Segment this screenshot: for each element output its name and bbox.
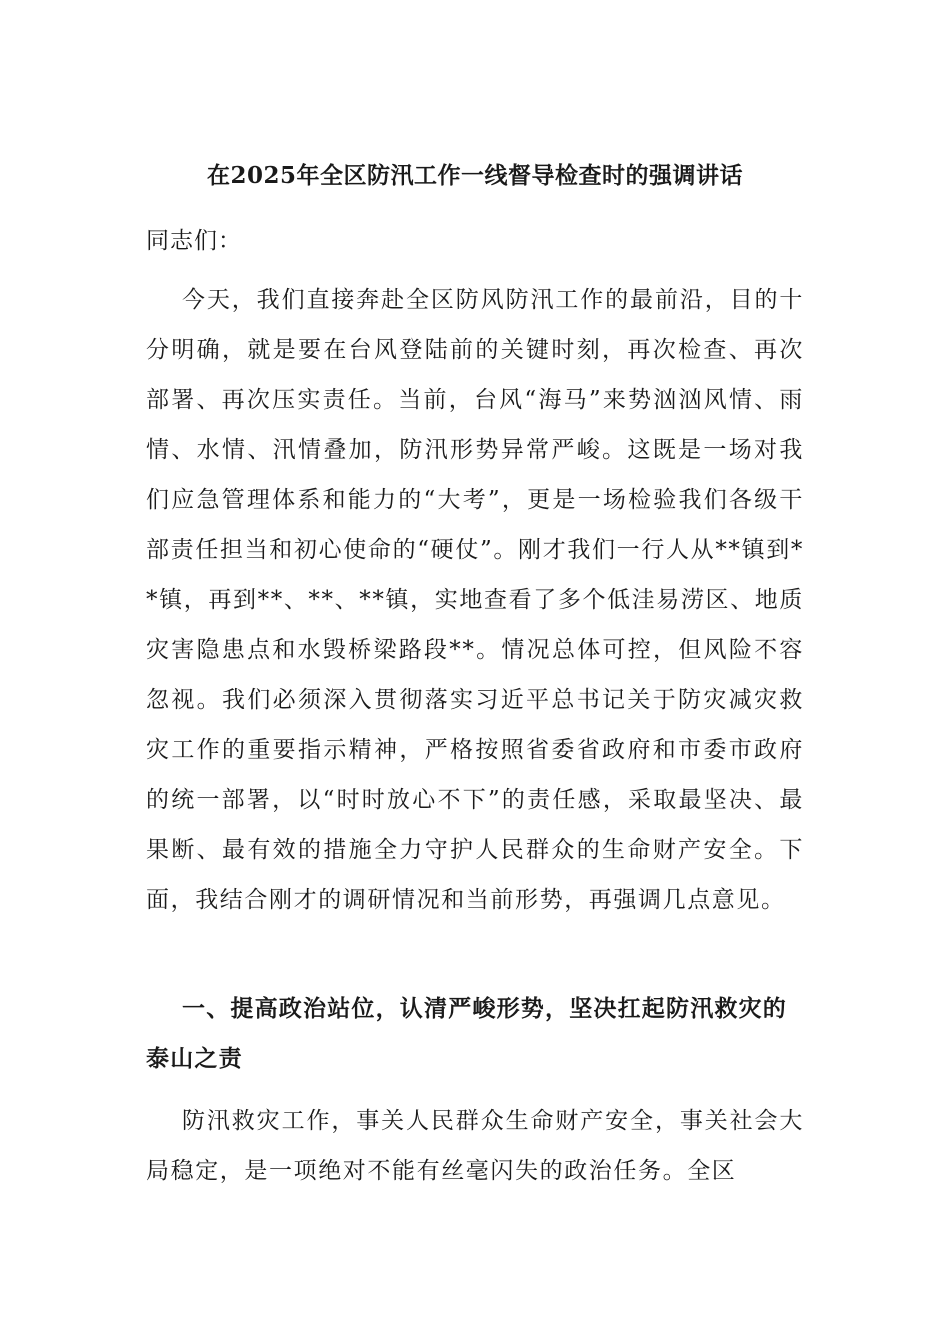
section-heading-1: 一、提高政治站位，认清严峻形势，坚决扛起防汛救灾的泰山之责 (146, 995, 787, 1072)
body-paragraph-1: 今天，我们直接奔赴全区防风防汛工作的最前沿，目的十分明确，就是要在台风登陆前的关键时刻，再次检查、再次部署、再次压实责任。当前，台风“海马”来势汹汹风情、雨情、水情、汛情叠加，防汛形势异常严峻。这既是一场对我们应急管理体系和能力的“大考”，更是一场检验我们各级干部责任担当和初心使命的“硬仗”。刚才我们一行人从**镇到**镇，再到**、**、**镇，实地查看了多个低洼易涝区、地质灾害隐患点和水毁桥梁路段**。情况总体可控，但风险不容忽视。我们必须深入贯彻落实习近平总书记关于防灾减灾救灾工作的重要指示精神，严格按照省委省政府和市委市政府的统一部署，以“时时放心不下”的责任感，采取最坚决、最果断、最有效的措施全力守护人民群众的生命财产安全。下面，我结合刚才的调研情况和当前形势，再强调几点意见。 (146, 287, 804, 913)
salutation: 同志们： (146, 228, 242, 254)
document-page (146, 0, 804, 1344)
section-paragraph-1: 防汛救灾工作，事关人民群众生命财产安全，事关社会大局稳定，是一项绝对不能有丝毫闪失的政治任务。全区 (146, 1108, 804, 1184)
document-title: 在2025年全区防汛工作一线督导检查时的强调讲话 (206, 162, 743, 189)
